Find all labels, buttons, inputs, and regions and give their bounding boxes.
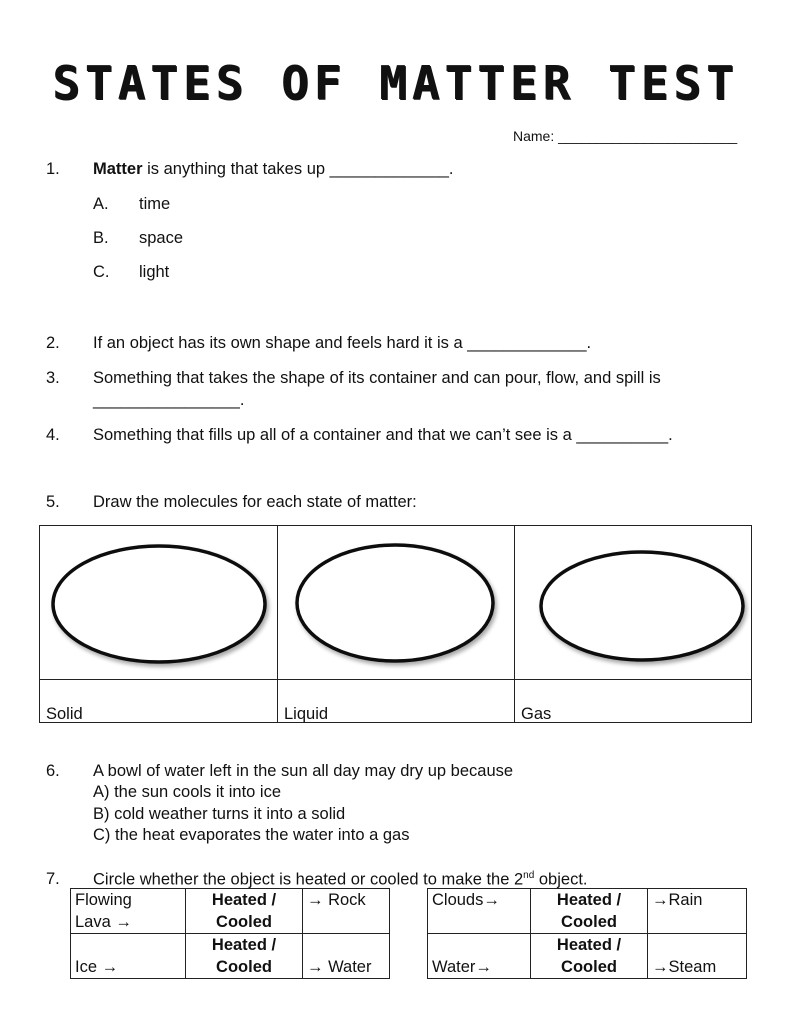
heated-cooled-table-right bbox=[427, 888, 747, 979]
question-7-text-before: Circle whether the object is heated or cooled to make the 2 bbox=[93, 870, 524, 889]
molecule-ovals bbox=[40, 526, 751, 680]
option-text[interactable]: time bbox=[139, 195, 171, 213]
question-4-text: Something that fills up all of a container and that we can’t see is a __________. bbox=[93, 426, 673, 444]
heated-cooled-choice[interactable] bbox=[531, 934, 648, 979]
heated-cooled-choice[interactable] bbox=[186, 889, 303, 934]
option-text[interactable]: space bbox=[139, 229, 184, 247]
table-row bbox=[428, 934, 747, 979]
heated-cooled-choice[interactable] bbox=[531, 889, 648, 934]
question-number-4: 4. bbox=[46, 426, 60, 444]
start-object-cell bbox=[71, 889, 186, 934]
question-6-option[interactable]: C) the heat evaporates the water into a gas bbox=[93, 826, 410, 844]
molecule-label-row bbox=[40, 679, 751, 724]
gas-drawing-oval[interactable] bbox=[541, 552, 743, 660]
question-7-text bbox=[93, 870, 588, 890]
question-1-bold-term: Matter bbox=[93, 160, 143, 178]
page-title: STATES OF MATTER TEST bbox=[52, 56, 739, 110]
question-7-text-after: object. bbox=[534, 870, 588, 889]
question-6-option[interactable]: A) the sun cools it into ice bbox=[93, 783, 282, 801]
table-row bbox=[71, 889, 390, 934]
question-1-text bbox=[93, 160, 454, 179]
start-object-cell: Water→ bbox=[428, 934, 531, 979]
heated-cooled-table-left bbox=[70, 888, 390, 979]
liquid-drawing-oval[interactable] bbox=[297, 545, 493, 661]
solid-label: Solid bbox=[46, 705, 83, 723]
start-object-cell bbox=[71, 934, 186, 979]
question-6-text: A bowl of water left in the sun all day may dry up because bbox=[93, 762, 514, 780]
question-2-text: If an object has its own shape and feels hard it is a _____________. bbox=[93, 334, 592, 352]
question-1-rest: is anything that takes up _____________. bbox=[142, 160, 454, 178]
choice-heated[interactable]: Heated / bbox=[211, 891, 277, 909]
molecule-drawing-table bbox=[39, 525, 752, 723]
choice-heated[interactable]: Heated / bbox=[211, 936, 277, 954]
end-object-cell: →Rain bbox=[648, 889, 747, 934]
solid-drawing-oval[interactable] bbox=[53, 546, 265, 662]
name-field-label[interactable]: Name: _______________________ bbox=[513, 128, 738, 144]
option-letter: C. bbox=[93, 263, 110, 281]
question-number-2: 2. bbox=[46, 334, 60, 352]
question-number-7: 7. bbox=[46, 870, 60, 888]
start-object-cell: Clouds→ bbox=[428, 889, 531, 934]
question-3-text: Something that takes the shape of its container and can pour, flow, and spill is bbox=[93, 369, 661, 387]
end-object-cell: →Steam bbox=[648, 934, 747, 979]
question-number-1: 1. bbox=[46, 160, 60, 178]
table-row bbox=[71, 934, 390, 979]
question-6-option[interactable]: B) cold weather turns it into a solid bbox=[93, 805, 346, 823]
question-3-blank: ________________. bbox=[93, 391, 245, 409]
question-7-superscript: nd bbox=[523, 870, 535, 881]
gas-label: Gas bbox=[521, 705, 552, 723]
choice-cooled[interactable]: Cooled bbox=[216, 913, 272, 931]
option-text[interactable]: light bbox=[139, 263, 170, 281]
choice-heated[interactable]: Heated / bbox=[556, 936, 622, 954]
start-object-line: Flowing bbox=[75, 891, 132, 909]
end-object-cell: → Water bbox=[303, 934, 390, 979]
start-object-line: Lava → bbox=[75, 913, 132, 931]
choice-cooled[interactable]: Cooled bbox=[561, 958, 617, 976]
end-object-cell: → Rock bbox=[303, 889, 390, 934]
start-object-line: Ice → bbox=[75, 958, 119, 976]
question-number-5: 5. bbox=[46, 493, 60, 511]
choice-cooled[interactable]: Cooled bbox=[561, 913, 617, 931]
choice-cooled[interactable]: Cooled bbox=[216, 958, 272, 976]
option-letter: B. bbox=[93, 229, 109, 247]
choice-heated[interactable]: Heated / bbox=[556, 891, 622, 909]
question-5-text: Draw the molecules for each state of matter: bbox=[93, 493, 417, 511]
liquid-label: Liquid bbox=[284, 705, 329, 723]
table-row bbox=[428, 889, 747, 934]
question-number-6: 6. bbox=[46, 762, 60, 780]
option-letter: A. bbox=[93, 195, 109, 213]
heated-cooled-choice[interactable] bbox=[186, 934, 303, 979]
question-number-3: 3. bbox=[46, 369, 60, 387]
